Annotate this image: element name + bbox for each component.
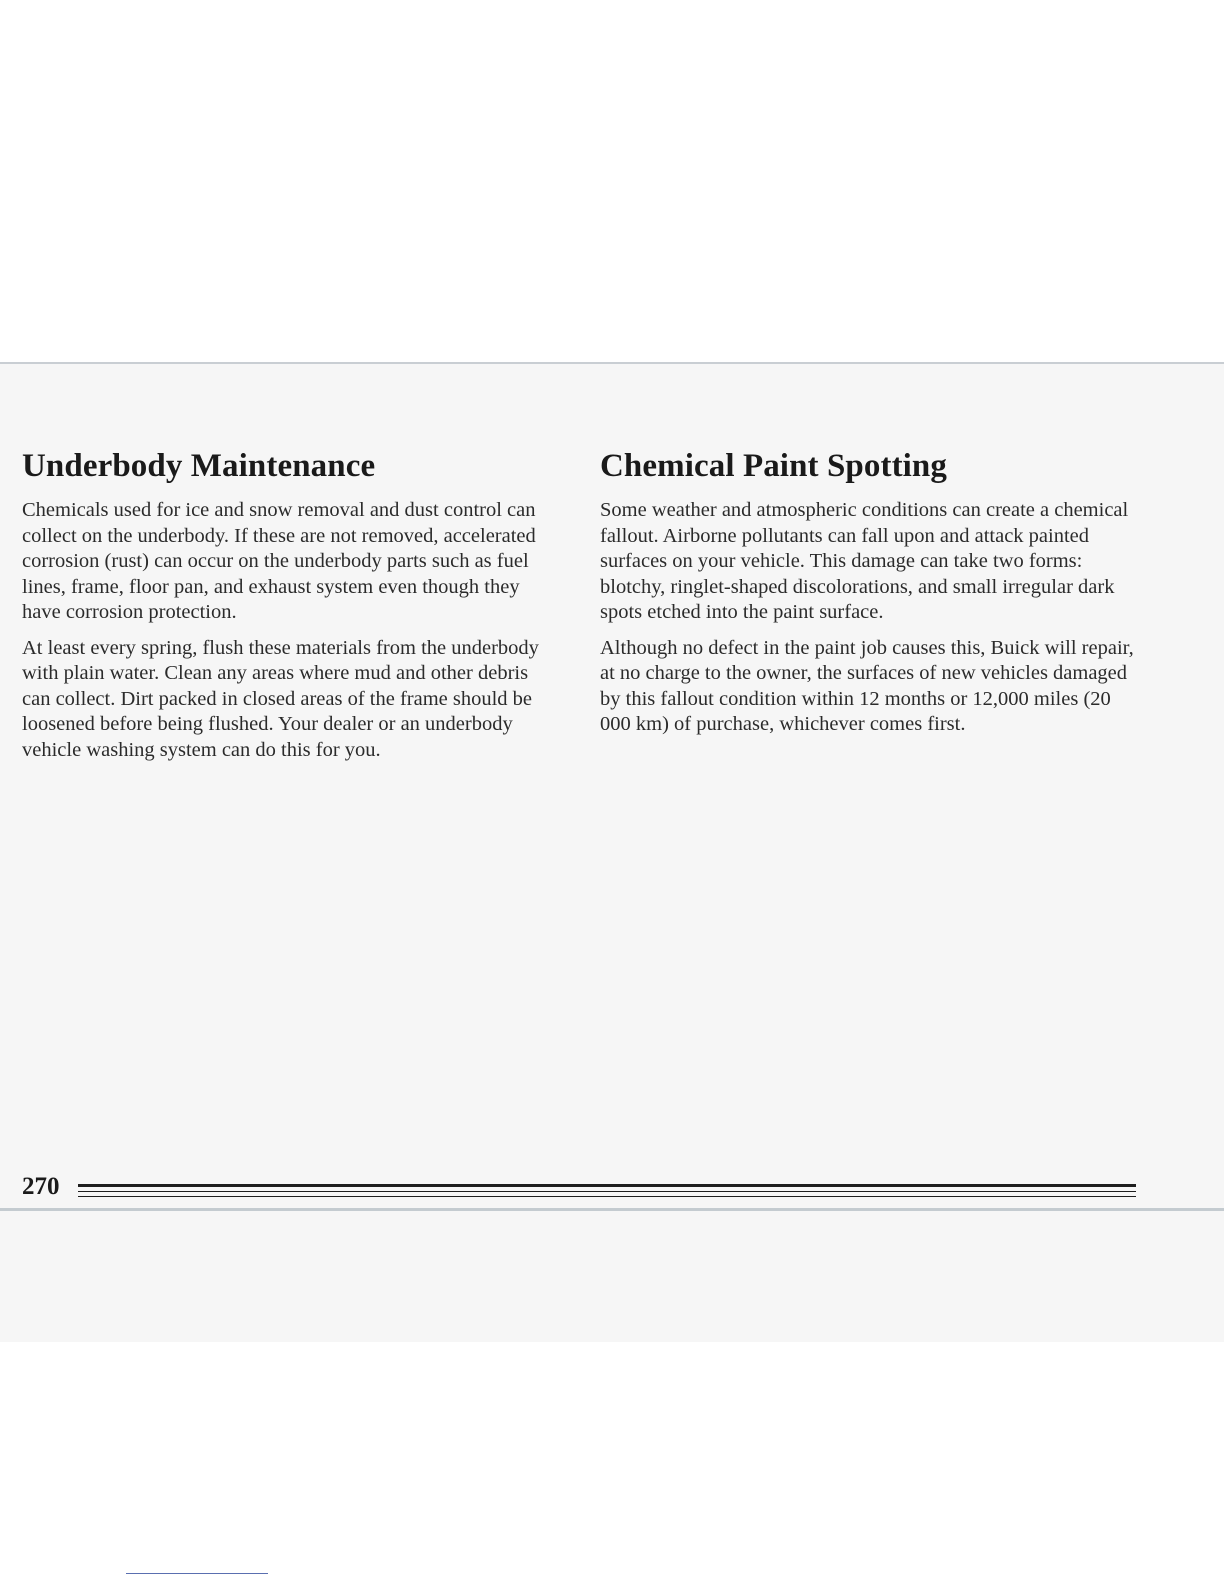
page-number: 270 bbox=[22, 1173, 60, 1200]
underbody-paragraph-1: Chemicals used for ice and snow removal and dust control can collect on the underbody. If these are not removed, accelerated corrosion (rust) can occur on the underbody parts such as fuel lines, frame, floor pan, and exhaust system even though they have corrosion protection. bbox=[22, 499, 536, 623]
footer-rule-thin-2 bbox=[78, 1196, 1136, 1197]
chemical-paint-spotting-section bbox=[600, 446, 1140, 748]
page-bottom-edge bbox=[0, 1208, 1224, 1211]
underbody-maintenance-heading: Underbody Maintenance bbox=[22, 448, 376, 484]
paint-spotting-paragraph-2: Although no defect in the paint job causes this, Buick will repair, at no charge to the owner, the surfaces of new vehicles damaged by this fallout condition within 12 months or 12,000 miles (20 000 km) of purchase, whichever comes first. bbox=[600, 636, 1134, 735]
page-top-edge bbox=[0, 362, 1224, 364]
underbody-maintenance-section bbox=[22, 446, 557, 773]
paint-spotting-paragraph-1: Some weather and atmospheric conditions can create a chemical fallout. Airborne pollutants can fall upon and attack painted surfaces on your vehicle. This damage can take two forms: blotchy, ringlet-shaped discolorations, and small irregular dark spots etched into the paint surface. bbox=[600, 499, 1129, 623]
scan-artifact-line bbox=[126, 1573, 268, 1574]
footer-rule-thin bbox=[78, 1191, 1136, 1192]
chemical-paint-spotting-heading: Chemical Paint Spotting bbox=[600, 448, 947, 484]
underbody-paragraph-2: At least every spring, flush these materials from the underbody with plain water. Clean any areas where mud and other debris can collect. Dirt packed in closed areas of the frame should be loosened before being flushed. Your dealer or an underbody vehicle washing system can do this for you. bbox=[22, 636, 539, 761]
footer-rule-thick bbox=[78, 1184, 1136, 1187]
